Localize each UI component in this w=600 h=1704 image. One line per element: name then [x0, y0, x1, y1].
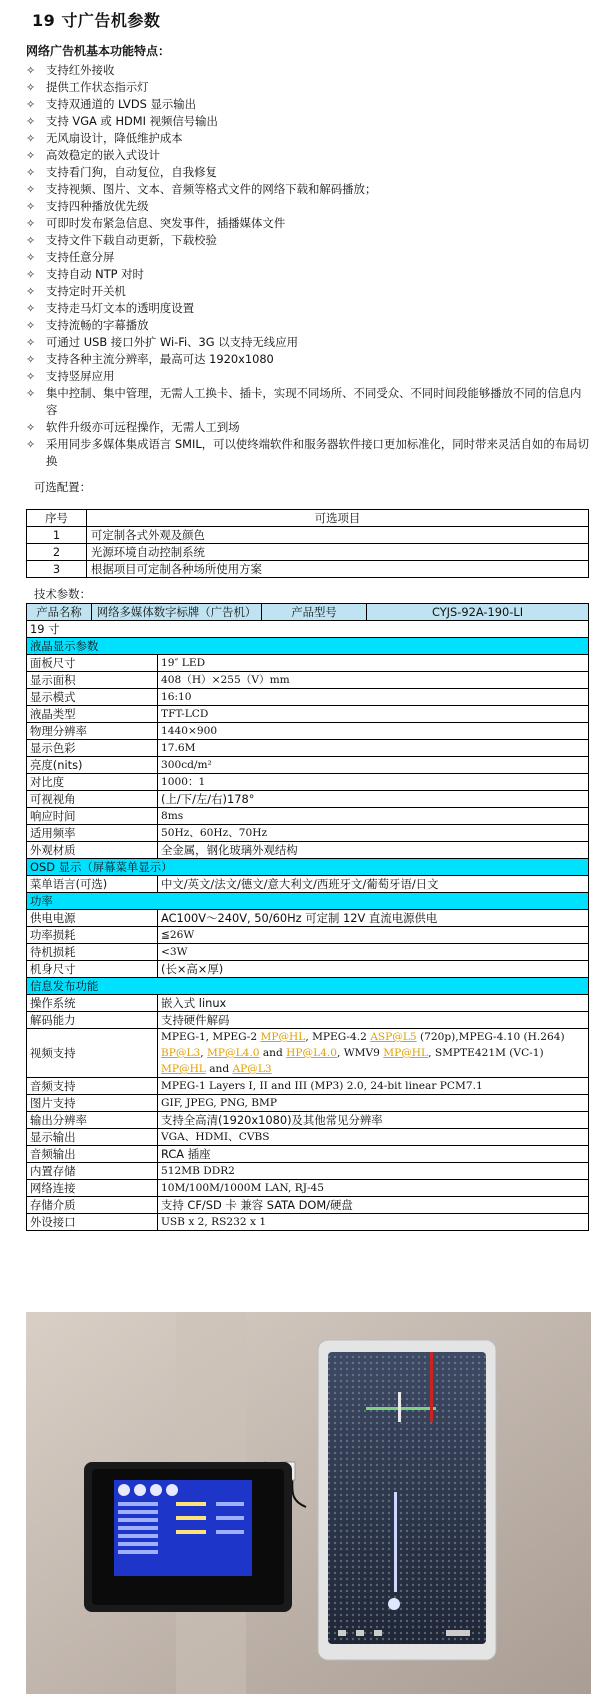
optional-config-label: 可选配置：: [34, 480, 91, 494]
spec-label: 可视视角: [27, 791, 158, 808]
section-lcd: [27, 638, 589, 655]
bullet-icon: ✧: [26, 302, 36, 315]
feature-text: 支持流畅的字幕播放: [46, 318, 149, 332]
bullet-icon: ✧: [26, 387, 36, 400]
features-heading: 网络广告机基本功能特点：: [26, 44, 171, 58]
video-support-value: [158, 1029, 589, 1078]
bullet-icon: ✧: [26, 319, 36, 332]
section-info-title: 信息发布功能: [27, 978, 589, 995]
spec-label: 输出分辨率: [27, 1112, 158, 1129]
spec-label: 存储介质: [27, 1197, 158, 1214]
spec-label: 显示输出: [27, 1129, 158, 1146]
spec-label: 外观材质: [27, 842, 158, 859]
spec-row: [27, 961, 589, 978]
feature-item: [26, 249, 591, 266]
video-text: and: [205, 1063, 233, 1075]
bullet-icon: ✧: [26, 200, 36, 213]
spec-header-row: [27, 604, 589, 621]
page-title: 19 寸广告机参数: [32, 11, 161, 30]
size-cell: 19 寸: [27, 621, 589, 638]
spec-label: 显示色彩: [27, 740, 158, 757]
video-text: MPEG-1, MPEG-2: [161, 1031, 261, 1043]
spec-label: 对比度: [27, 774, 158, 791]
spec-label: 物理分辨率: [27, 723, 158, 740]
spec-value: (长×高×厚): [158, 961, 589, 978]
table-header-row: [27, 510, 589, 527]
section-power: [27, 893, 589, 910]
spec-label: 显示模式: [27, 689, 158, 706]
spec-label: 外设接口: [27, 1214, 158, 1231]
spec-label: 面板尺寸: [27, 655, 158, 672]
spec-label: 功率损耗: [27, 927, 158, 944]
video-text: and: [259, 1047, 287, 1059]
spec-value: 16:10: [158, 689, 589, 706]
profile-link[interactable]: MP@L4.0: [207, 1047, 260, 1059]
spec-label: 亮度(nits): [27, 757, 158, 774]
bullet-icon: ✧: [26, 217, 36, 230]
spec-row: [27, 1129, 589, 1146]
feature-item: [26, 436, 591, 470]
product-photo: [26, 1312, 591, 1694]
spec-value: 17.6M: [158, 740, 589, 757]
spec-value: USB x 2, RS232 x 1: [158, 1214, 589, 1231]
section-osd-title: OSD 显示（屏幕菜单显示）: [27, 859, 589, 876]
feature-text: 采用同步多媒体集成语言 SMIL，可以使终端软件和服务器软件接口更加标准化，同时带来灵活自如的布局切换: [46, 437, 589, 468]
feature-text: 支持视频、图片、文本、音频等格式文件的网络下载和解码播放；: [46, 182, 377, 196]
bullet-icon: ✧: [26, 115, 36, 128]
spec-value: 支持全高清(1920x1080)及其他常见分辨率: [158, 1112, 589, 1129]
spec-label: 显示面积: [27, 672, 158, 689]
spec-row: [27, 1214, 589, 1231]
bullet-icon: ✧: [26, 98, 36, 111]
spec-row: [27, 927, 589, 944]
bullet-icon: ✧: [26, 81, 36, 94]
spec-value: AC100V～240V, 50/60Hz 可定制 12V 直流电源供电: [158, 910, 589, 927]
feature-text: 集中控制、集中管理，无需人工换卡、插卡，实现不同场所、不同受众、不同时间段能够播放不同的信息内容: [46, 386, 582, 417]
spec-value: 1000：1: [158, 774, 589, 791]
profile-link[interactable]: MP@HL: [260, 1031, 306, 1043]
feature-text: 支持自动 NTP 对时: [46, 267, 144, 281]
spec-row: [27, 1012, 589, 1029]
spec-row: [27, 774, 589, 791]
feature-text: 支持竖屏应用: [46, 369, 115, 383]
spec-label: 音频输出: [27, 1146, 158, 1163]
feature-item: [26, 79, 591, 96]
product-name-label: 产品名称: [27, 604, 92, 621]
spec-label: 菜单语言(可选): [27, 876, 158, 893]
spec-row: [27, 672, 589, 689]
feature-item: [26, 368, 591, 385]
spec-row: [27, 757, 589, 774]
feature-item: [26, 62, 591, 79]
feature-item: [26, 215, 591, 232]
feature-item: [26, 181, 591, 198]
spec-row: [27, 723, 589, 740]
feature-item: [26, 283, 591, 300]
profile-link[interactable]: ASP@L5: [370, 1031, 417, 1043]
feature-text: 支持四种播放优先级: [46, 199, 149, 213]
spec-row: [27, 995, 589, 1012]
spec-label: 网络连接: [27, 1180, 158, 1197]
spec-label: 音频支持: [27, 1078, 158, 1095]
bullet-icon: ✧: [26, 268, 36, 281]
feature-item: [26, 113, 591, 130]
spec-label: 解码能力: [27, 1012, 158, 1029]
feature-text: 支持走马灯文本的透明度设置: [46, 301, 195, 315]
table-row: [27, 527, 589, 544]
spec-label: 操作系统: [27, 995, 158, 1012]
video-text: (720p),MPEG-4.10 (H.264): [416, 1031, 565, 1043]
bullet-icon: ✧: [26, 183, 36, 196]
spec-value: 512MB DDR2: [158, 1163, 589, 1180]
spec-row: [27, 808, 589, 825]
feature-item: [26, 317, 591, 334]
spec-value: GIF, JPEG, PNG, BMP: [158, 1095, 589, 1112]
feature-item: [26, 232, 591, 249]
video-support-label: 视频支持: [27, 1029, 158, 1078]
feature-item: [26, 334, 591, 351]
spec-value: 408（H）×255（V）mm: [158, 672, 589, 689]
spec-value: 8ms: [158, 808, 589, 825]
feature-text: 支持 VGA 或 HDMI 视频信号输出: [46, 114, 218, 128]
profile-link[interactable]: MP@HL: [161, 1063, 206, 1075]
spec-row: [27, 655, 589, 672]
row-item: 光源环境自动控制系统: [87, 544, 589, 561]
feature-item: [26, 164, 591, 181]
spec-value: 50Hz、60Hz、70Hz: [158, 825, 589, 842]
profile-link[interactable]: MP@HL: [383, 1047, 429, 1059]
spec-value: 中文/英文/法文/德文/意大利文/西班牙文/葡萄牙语/日文: [158, 876, 589, 893]
feature-item: [26, 266, 591, 283]
feature-item: [26, 385, 591, 419]
size-row: [27, 621, 589, 638]
spec-row: [27, 842, 589, 859]
feature-text: 支持定时开关机: [46, 284, 126, 298]
bullet-icon: ✧: [26, 370, 36, 383]
spec-row: [27, 876, 589, 893]
feature-text: 高效稳定的嵌入式设计: [46, 148, 160, 162]
spec-row: [27, 740, 589, 757]
spec-row: [27, 1180, 589, 1197]
video-text: ,: [200, 1047, 208, 1059]
bullet-icon: ✧: [26, 353, 36, 366]
product-name-value: 网络多媒体数字标牌（广告机）: [92, 604, 262, 621]
spec-value: 10M/100M/1000M LAN, RJ-45: [158, 1180, 589, 1197]
spec-row: [27, 706, 589, 723]
feature-item: [26, 147, 591, 164]
spec-row: [27, 1112, 589, 1129]
feature-text: 支持文件下载自动更新，下载校验: [46, 233, 217, 247]
feature-text: 无风扇设计，降低维护成本: [46, 131, 183, 145]
bullet-icon: ✧: [26, 149, 36, 162]
video-text: , WMV9: [337, 1047, 384, 1059]
feature-list: [26, 62, 591, 470]
spec-table: [26, 603, 589, 1231]
video-support-row: [27, 1029, 589, 1078]
row-item: 可定制各式外观及颜色: [87, 527, 589, 544]
table-row: [27, 544, 589, 561]
feature-item: [26, 96, 591, 113]
row-item: 根据项目可定制各种场所使用方案: [87, 561, 589, 578]
feature-text: 支持红外接收: [46, 63, 115, 77]
spec-row: [27, 1197, 589, 1214]
spec-row: [27, 1078, 589, 1095]
row-index: 1: [27, 527, 87, 544]
tech-params-label: 技术参数：: [34, 587, 91, 601]
video-text: , SMPTE421M (VC-1): [428, 1047, 544, 1059]
feature-text: 支持任意分屏: [46, 250, 115, 264]
spec-value: 300cd/m²: [158, 757, 589, 774]
spec-row: [27, 791, 589, 808]
spec-label: 液晶类型: [27, 706, 158, 723]
profile-link[interactable]: AP@L3: [232, 1063, 272, 1075]
table-row: [27, 561, 589, 578]
spec-row: [27, 910, 589, 927]
spec-row: [27, 1095, 589, 1112]
row-index: 3: [27, 561, 87, 578]
col-header-item: 可选项目: [87, 510, 589, 527]
spec-value: 19″ LED: [158, 655, 589, 672]
video-text: , MPEG-4.2: [305, 1031, 371, 1043]
spec-row: [27, 689, 589, 706]
spec-row: [27, 1146, 589, 1163]
row-index: 2: [27, 544, 87, 561]
spec-value: MPEG-1 Layers I, II and III (MP3) 2.0, 24-bit linear PCM7.1: [158, 1078, 589, 1095]
bullet-icon: ✧: [26, 234, 36, 247]
bullet-icon: ✧: [26, 166, 36, 179]
section-power-title: 功率: [27, 893, 589, 910]
bullet-icon: ✧: [26, 336, 36, 349]
feature-text: 提供工作状态指示灯: [46, 80, 149, 94]
section-osd: [27, 859, 589, 876]
feature-text: 可即时发布紧急信息、突发事件，插播媒体文件: [46, 216, 286, 230]
section-info: [27, 978, 589, 995]
spec-label: 供电电源: [27, 910, 158, 927]
spec-row: [27, 825, 589, 842]
bullet-icon: ✧: [26, 421, 36, 434]
profile-link[interactable]: BP@L3: [161, 1047, 201, 1059]
feature-item: [26, 300, 591, 317]
spec-label: 图片支持: [27, 1095, 158, 1112]
feature-text: 支持看门狗，自动复位，自我修复: [46, 165, 217, 179]
profile-link[interactable]: HP@L4.0: [286, 1047, 337, 1059]
spec-value: RCA 插座: [158, 1146, 589, 1163]
feature-text: 支持各种主流分辨率，最高可达 1920x1080: [46, 352, 274, 366]
spec-value: 全金属，钢化玻璃外观结构: [158, 842, 589, 859]
spec-value: <3W: [158, 944, 589, 961]
spec-value: 支持 CF/SD 卡 兼容 SATA DOM/硬盘: [158, 1197, 589, 1214]
spec-label: 响应时间: [27, 808, 158, 825]
bullet-icon: ✧: [26, 438, 36, 451]
bullet-icon: ✧: [26, 251, 36, 264]
spec-value: 1440×900: [158, 723, 589, 740]
bullet-icon: ✧: [26, 64, 36, 77]
feature-text: 软件升级亦可远程操作，无需人工到场: [46, 420, 240, 434]
spec-label: 内置存储: [27, 1163, 158, 1180]
spec-label: 机身尺寸: [27, 961, 158, 978]
feature-item: [26, 419, 591, 436]
col-header-index: 序号: [27, 510, 87, 527]
spec-value: VGA、HDMI、CVBS: [158, 1129, 589, 1146]
screen-icon: [26, 1312, 591, 1694]
feature-text: 可通过 USB 接口外扩 Wi-Fi、3G 以支持无线应用: [46, 335, 298, 349]
spec-row: [27, 944, 589, 961]
feature-item: [26, 198, 591, 215]
spec-label: 待机损耗: [27, 944, 158, 961]
spec-label: 适用频率: [27, 825, 158, 842]
spec-value: ≦26W: [158, 927, 589, 944]
feature-item: [26, 351, 591, 368]
optional-config-table: [26, 509, 589, 578]
spec-row: [27, 1163, 589, 1180]
product-model-value: CYJS-92A-190-LI: [367, 604, 589, 621]
feature-text: 支持双通道的 LVDS 显示输出: [46, 97, 197, 111]
bullet-icon: ✧: [26, 132, 36, 145]
spec-value: (上/下/左/右)178°: [158, 791, 589, 808]
spec-value: 嵌入式 linux: [158, 995, 589, 1012]
product-model-label: 产品型号: [262, 604, 367, 621]
spec-value: TFT-LCD: [158, 706, 589, 723]
feature-item: [26, 130, 591, 147]
section-lcd-title: 液晶显示参数: [27, 638, 589, 655]
bullet-icon: ✧: [26, 285, 36, 298]
spec-value: 支持硬件解码: [158, 1012, 589, 1029]
